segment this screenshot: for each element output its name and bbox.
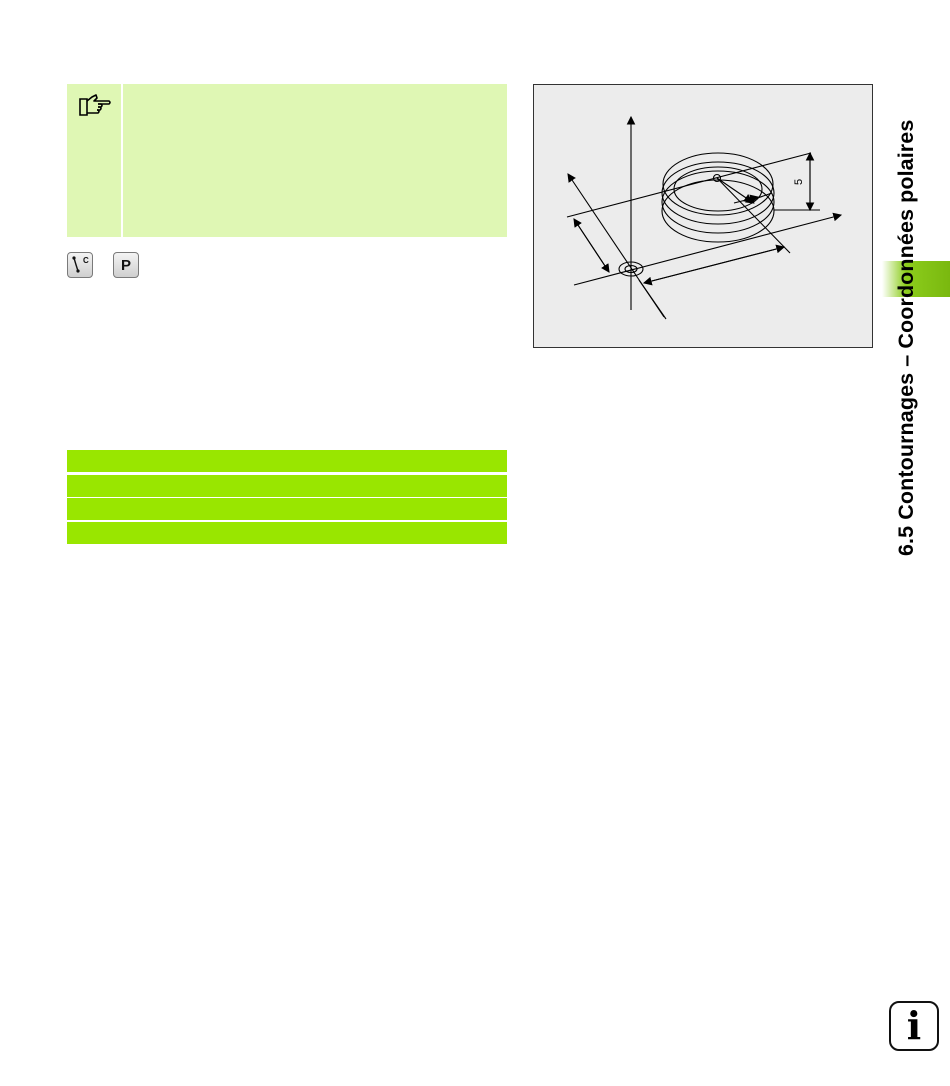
helix-diagram-svg <box>534 85 872 347</box>
info-icon: i <box>906 1003 922 1048</box>
note-box <box>67 84 507 237</box>
table-row <box>67 522 507 544</box>
height-dimension-label: 5 <box>793 178 805 185</box>
arc-cp-key-icon <box>69 254 91 276</box>
note-icon-column <box>67 84 123 237</box>
arc-cp-key-letter: C <box>83 256 89 265</box>
table-row <box>67 475 507 497</box>
polar-key-label: P <box>120 256 131 274</box>
helix-diagram <box>533 84 873 348</box>
info-button[interactable] <box>889 1001 939 1051</box>
table-row <box>67 498 507 520</box>
pointing-hand-icon <box>78 93 112 119</box>
section-title: 6.5 Contournages – Coordonnées polaires <box>894 119 918 556</box>
polar-key[interactable] <box>113 252 139 278</box>
arc-cp-key[interactable] <box>67 252 93 278</box>
table-row <box>67 450 507 472</box>
